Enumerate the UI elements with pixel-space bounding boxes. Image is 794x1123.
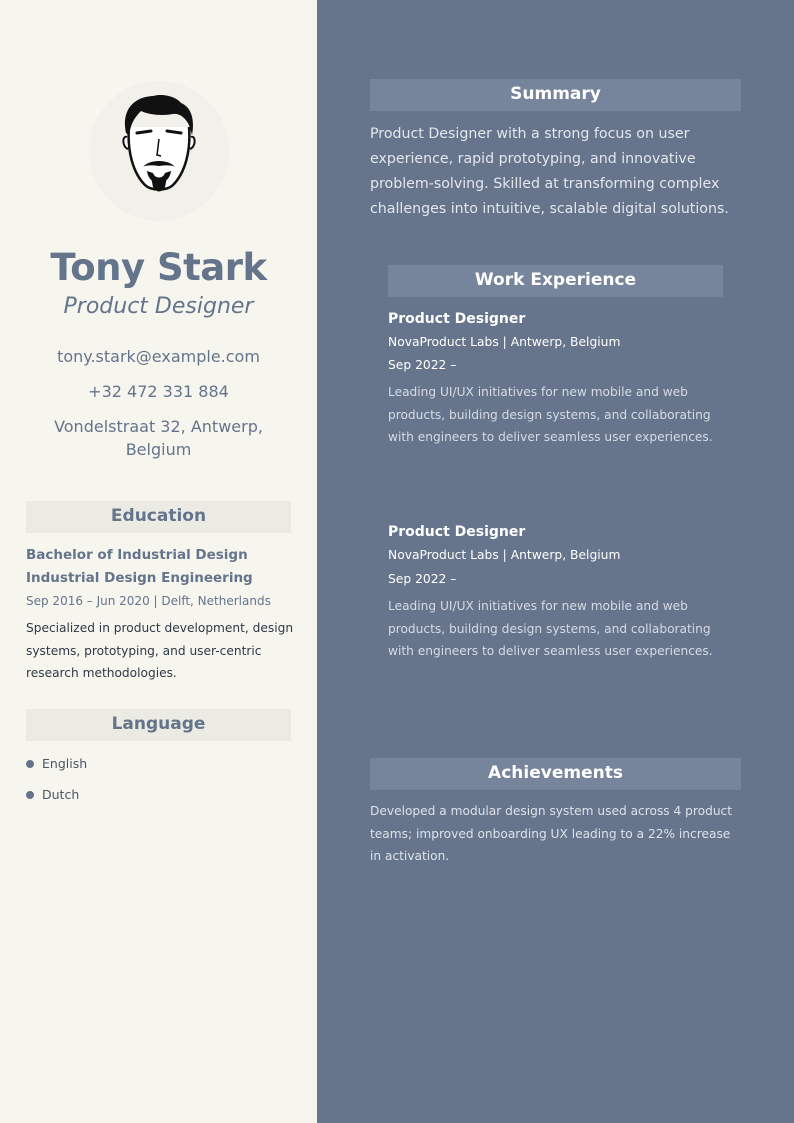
summary-text: Product Designer with a strong focus on user experience, rapid prototyping, and innovative problem-solving. Skilled at transforming complex challenges into intuitive, scalable digital solutions.	[370, 126, 729, 217]
education-description: Specialized in product development, design systems, prototyping, and user-centric research methodologies.	[26, 621, 294, 680]
bullet-icon	[26, 791, 34, 799]
address-text: Vondelstraat 32, Antwerp, Belgium	[54, 417, 263, 459]
job-description: Leading UI/UX initiatives for new mobile and web products, building design systems, and collaborating with engineers to deliver seamless user experiences.	[388, 385, 713, 444]
job-company: NovaProduct Labs | Antwerp, Belgium	[388, 548, 621, 562]
left-column	[0, 0, 317, 1123]
education-degree: Bachelor of Industrial Design	[26, 547, 248, 563]
job-title: Product Designer	[388, 311, 526, 327]
achievements-text: Developed a modular design system used across 4 product teams; improved onboarding UX leading to a 22% increase in activation.	[370, 804, 733, 863]
education-field: Industrial Design Engineering	[26, 570, 253, 586]
job-description: Leading UI/UX initiatives for new mobile and web products, building design systems, and collaborating with engineers to deliver seamless user experiences.	[388, 599, 713, 658]
achievements-heading: Achievements	[370, 758, 741, 790]
education-heading: Education	[26, 501, 291, 533]
avatar	[89, 81, 229, 221]
phone-text: +32 472 331 884	[88, 382, 229, 401]
email-text: tony.stark@example.com	[57, 347, 260, 366]
job-dates: Sep 2022 –	[388, 572, 457, 586]
avatar-face-icon	[119, 93, 199, 195]
job-company: NovaProduct Labs | Antwerp, Belgium	[388, 335, 621, 349]
education-meta: Sep 2016 – Jun 2020 | Delft, Netherlands	[26, 594, 271, 608]
bullet-icon	[26, 760, 34, 768]
language-label: Dutch	[42, 787, 80, 802]
language-heading: Language	[26, 709, 291, 741]
profile-name: Tony Stark	[50, 246, 267, 289]
profile-title: Product Designer	[63, 294, 254, 319]
language-label: English	[42, 756, 88, 771]
summary-heading: Summary	[370, 79, 741, 111]
job-title: Product Designer	[388, 524, 526, 540]
job-dates: Sep 2022 –	[388, 358, 457, 372]
work-heading: Work Experience	[388, 265, 723, 297]
